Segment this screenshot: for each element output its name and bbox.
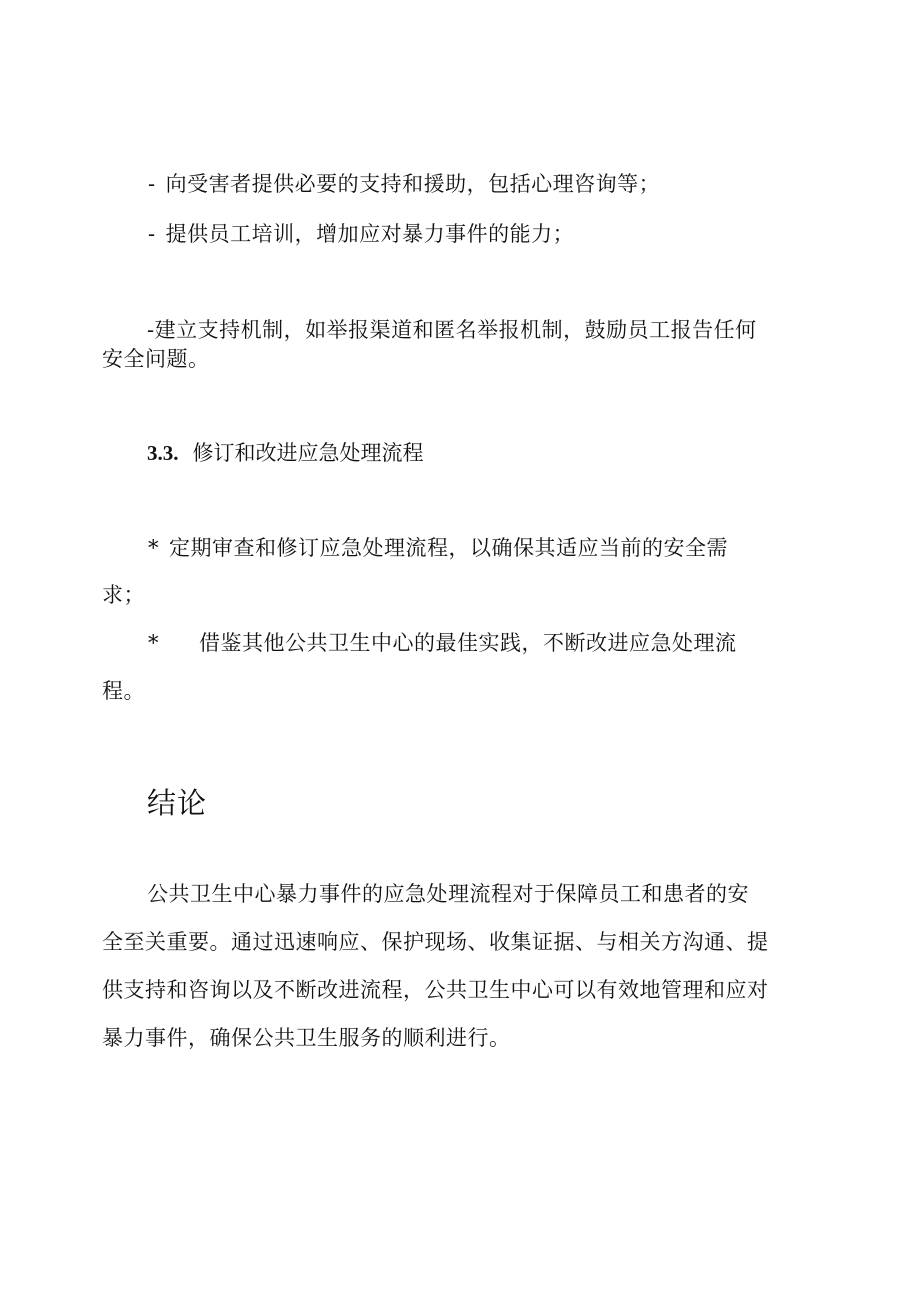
section-item-review-line-1 (148, 534, 728, 562)
dash-marker: - (148, 172, 156, 196)
conclusion-line-3: 供支持和咨询以及不断改进流程，公共卫生中心可以有效地管理和应对 (102, 978, 769, 1002)
section-item-review-line-2: 求； (102, 583, 145, 607)
conclusion-line-2: 全至关重要。通过迅速响应、保护现场、收集证据、与相关方沟通、提 (102, 930, 769, 954)
asterisk-marker: * (148, 536, 159, 560)
bullet-text: 提供员工培训，增加应对暴力事件的能力； (165, 222, 575, 246)
conclusion-heading: 结论 (147, 786, 208, 820)
section-heading-3-3 (147, 439, 424, 467)
conclusion-line-4: 暴力事件，确保公共卫生服务的顺利进行。 (102, 1026, 511, 1050)
section-title: 修订和改进应急处理流程 (192, 441, 424, 465)
support-paragraph-line-1: -建立支持机制，如举报渠道和匿名举报机制，鼓励员工报告任何 (147, 318, 757, 342)
item-text: 定期审查和修订应急处理流程，以确保其适应当前的安全需 (169, 536, 728, 560)
asterisk-marker: * (148, 631, 159, 655)
section-item-bestpractice-line-2: 程。 (102, 679, 145, 703)
support-paragraph-line-2: 安全问题。 (102, 347, 210, 371)
conclusion-line-1: 公共卫生中心暴力事件的应急处理流程对于保障员工和患者的安 (147, 882, 749, 906)
item-text: 借鉴其他公共卫生中心的最佳实践，不断改进应急处理流 (199, 631, 737, 655)
section-item-bestpractice-line-1 (148, 629, 737, 657)
bullet-item-training (148, 220, 574, 248)
bullet-text: 向受害者提供必要的支持和援助，包括心理咨询等； (165, 172, 661, 196)
section-number: 3.3. (147, 441, 179, 465)
dash-marker: - (148, 222, 156, 246)
bullet-item-support (148, 170, 660, 198)
